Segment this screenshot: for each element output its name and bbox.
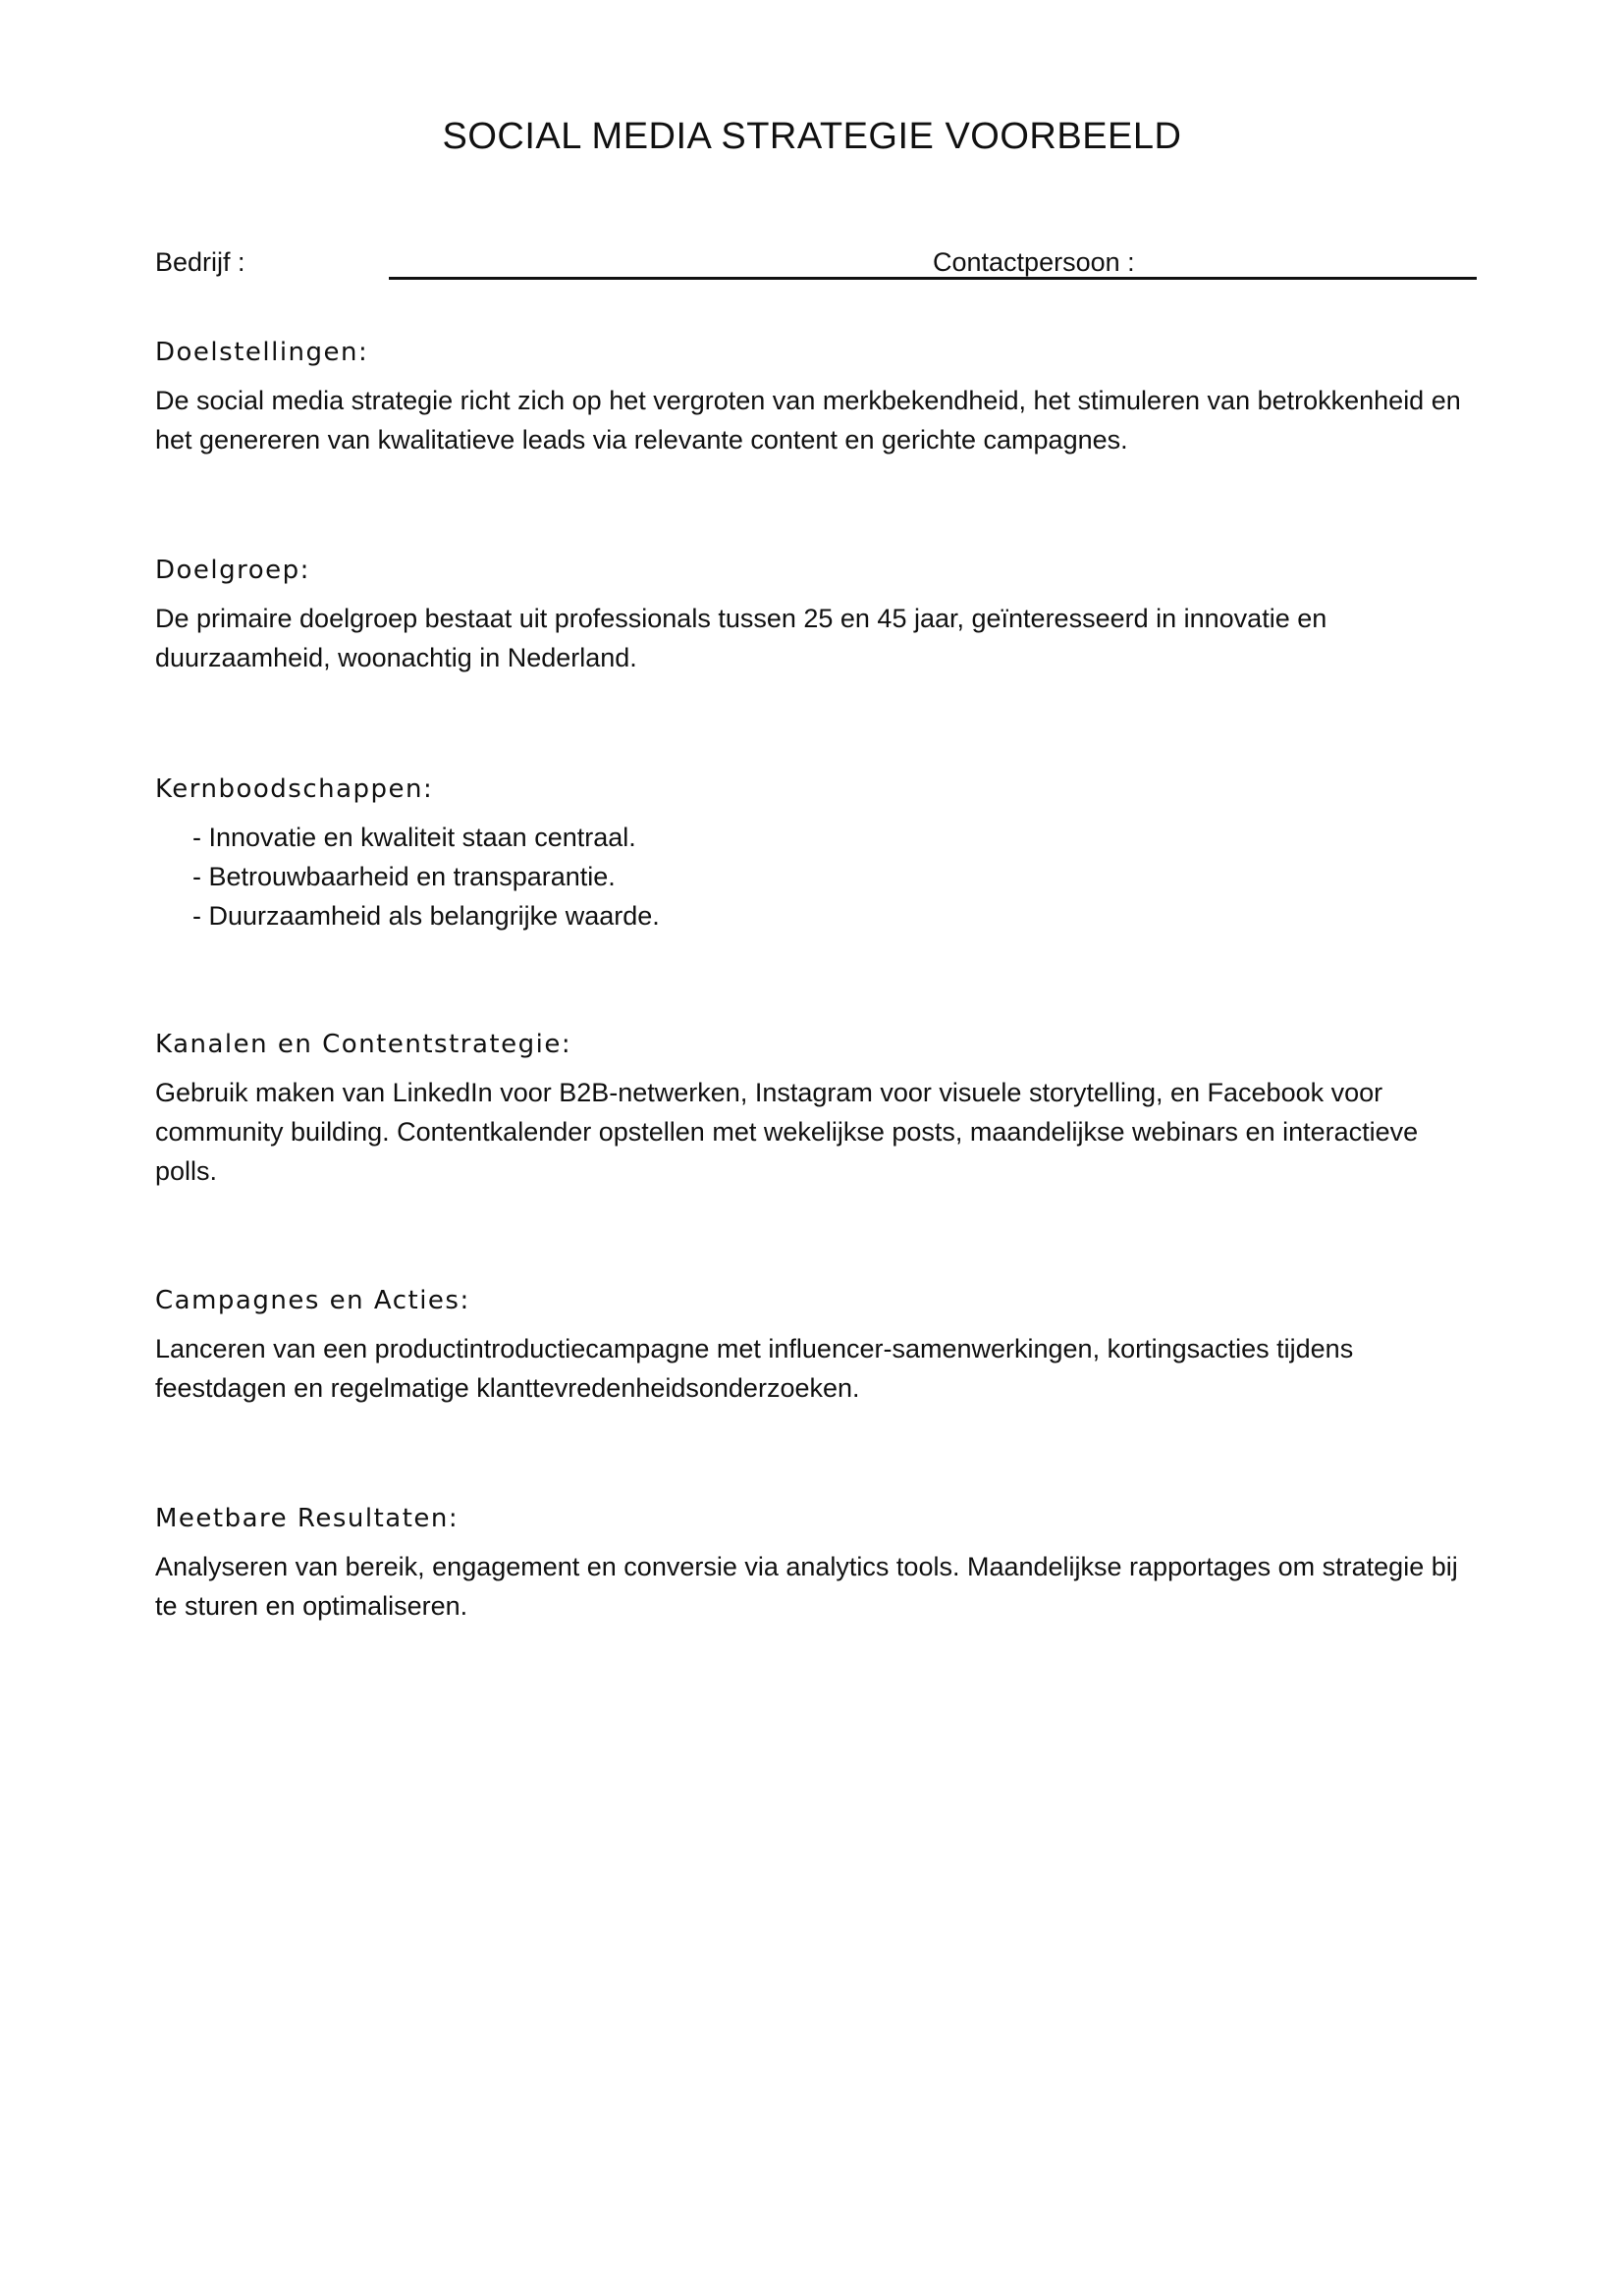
section-body: De primaire doelgroep bestaat uit professionals tussen 25 en 45 jaar, geïnteresseerd in innovatie en duurzaamheid, woonachtig in Nederland. (155, 604, 1327, 672)
section-audience (155, 556, 1477, 677)
section-body: Lanceren van een productintroductiecampagne met influencer-samenwerkingen, kortingsacties tijdens feestdagen en regelmatige klanttevredenheidsonderzoeken. (155, 1334, 1354, 1403)
section-heading: Doelstellingen: (155, 338, 369, 367)
section-heading: Campagnes en Acties: (155, 1286, 470, 1315)
list-item: - Innovatie en kwaliteit staan centraal. (192, 818, 1477, 857)
section-heading: Kanalen en Contentstrategie: (155, 1030, 572, 1059)
page-title: SOCIAL MEDIA STRATEGIE VOORBEELD (442, 116, 1182, 157)
contact-person-label: Contactpersoon : (933, 247, 1135, 277)
company-label: Bedrijf : (155, 247, 245, 277)
section-heading: Meetbare Resultaten: (155, 1504, 460, 1533)
section-results (155, 1504, 1477, 1626)
section-campaigns (155, 1286, 1477, 1408)
section-body: Gebruik maken van LinkedIn voor B2B-netwerken, Instagram voor visuele storytelling, en Facebook voor community building. Contentkalender opstellen met wekelijkse posts, maandelijkse webinars en interactieve polls. (155, 1078, 1419, 1186)
section-core-messages (155, 774, 1477, 935)
section-heading: Kernboodschappen: (155, 774, 434, 804)
section-body: Analyseren van bereik, engagement en conversie via analytics tools. Maandelijkse rapportages om strategie bij te sturen en optimaliseren. (155, 1552, 1458, 1621)
section-channels (155, 1030, 1477, 1191)
core-messages-list (155, 818, 1477, 935)
section-body: De social media strategie richt zich op het vergroten van merkbekendheid, het stimuleren van betrokkenheid en het genereren van kwalitatieve leads via relevante content en gerichte campagnes. (155, 386, 1461, 454)
section-heading: Doelgroep: (155, 556, 310, 585)
list-item: - Duurzaamheid als belangrijke waarde. (192, 896, 1477, 935)
header-fields (155, 243, 1477, 283)
section-goals (155, 338, 1477, 459)
list-item: - Betrouwbaarheid en transparantie. (192, 857, 1477, 896)
